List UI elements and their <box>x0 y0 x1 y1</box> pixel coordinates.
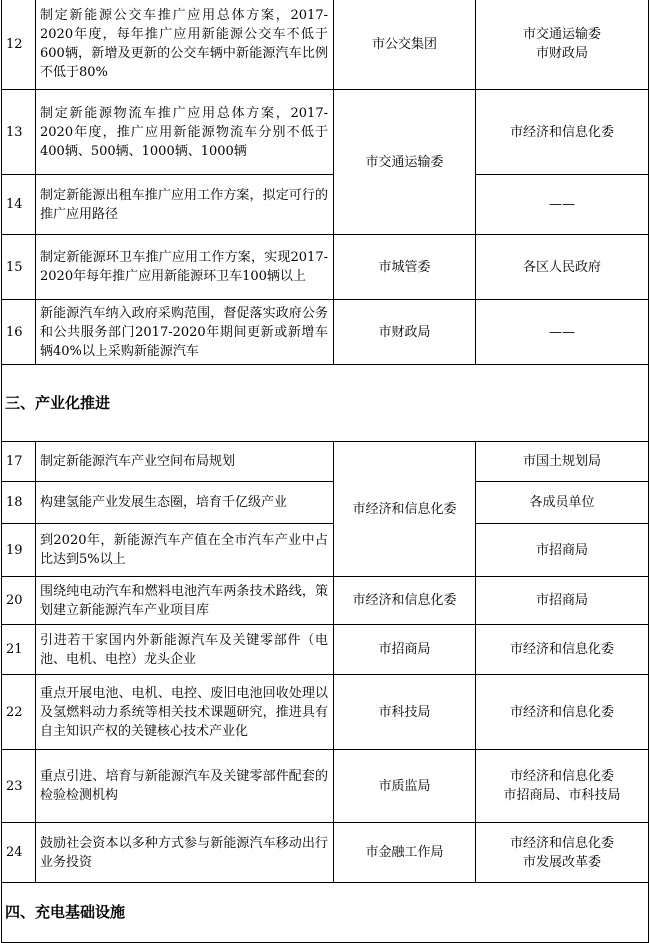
row-number: 21 <box>2 625 36 675</box>
task-text: 到2020年，新能源汽车产值在全市汽车产业中占比达到5%以上 <box>36 524 334 577</box>
row-number: 16 <box>2 300 36 365</box>
lead-unit: 市质监局 <box>334 750 476 823</box>
task-text: 构建氢能产业发展生态圈，培育千亿级产业 <box>36 482 334 524</box>
row-number: 14 <box>2 175 36 235</box>
section-heading: 三、产业化推进 <box>2 365 649 442</box>
lead-unit: 市科技局 <box>334 675 476 750</box>
section-row <box>2 883 649 943</box>
table-row <box>2 675 649 750</box>
table-row <box>2 823 649 883</box>
table-row <box>2 235 649 300</box>
assist-unit: 市发展改革委 <box>522 854 601 870</box>
task-text: 新能源汽车纳入政府采购范围，督促落实政府公务和公共服务部门2017-2020年期间更新或新增车辆40%以上采购新能源汽车 <box>36 300 334 365</box>
row-number: 17 <box>2 442 36 482</box>
task-text: 制定新能源物流车推广应用总体方案，2017-2020年度，推广应用新能源物流车分别不低于400辆、500辆、1000辆、1000辆 <box>36 90 334 175</box>
row-number: 18 <box>2 482 36 524</box>
table-row <box>2 524 649 577</box>
assist-unit: 市经济和信息化委 <box>509 835 614 851</box>
lead-unit: 市交通运输委 <box>334 90 476 235</box>
assist-units <box>476 0 649 90</box>
lead-unit: 市经济和信息化委 <box>334 577 476 625</box>
assist-units <box>476 823 649 883</box>
lead-unit: 市经济和信息化委 <box>334 442 476 577</box>
task-text: 制定新能源环卫车推广应用工作方案，实现2017-2020年每年推广应用新能源环卫车100辆以上 <box>36 235 334 300</box>
table-row <box>2 577 649 625</box>
lead-unit: 市财政局 <box>334 300 476 365</box>
task-text: 鼓励社会资本以多种方式参与新能源汽车移动出行业务投资 <box>36 823 334 883</box>
assist-unit: 市招商局 <box>476 577 649 625</box>
lead-unit: 市招商局 <box>334 625 476 675</box>
section-heading: 四、充电基础设施 <box>2 883 649 943</box>
row-number: 19 <box>2 524 36 577</box>
task-text: 重点开展电池、电机、电控、废旧电池回收处理以及氢燃料动力系统等相关技术课题研究，推进具有自主知识产权的关键核心技术产业化 <box>36 675 334 750</box>
table-row <box>2 750 649 823</box>
task-text: 引进若干家国内外新能源汽车及关键零部件（电池、电机、电控）龙头企业 <box>36 625 334 675</box>
row-number: 23 <box>2 750 36 823</box>
assist-unit: 市国土规划局 <box>476 442 649 482</box>
assist-unit: 市经济和信息化委 <box>509 769 614 784</box>
assist-unit: —— <box>476 300 649 365</box>
row-number: 24 <box>2 823 36 883</box>
row-number: 15 <box>2 235 36 300</box>
section-row <box>2 365 649 442</box>
assist-unit: —— <box>476 175 649 235</box>
assist-unit: 市财政局 <box>535 46 588 61</box>
assist-unit: 市交通运输委 <box>522 27 601 42</box>
task-text: 制定新能源公交车推广应用总体方案，2017-2020年度，每年推广应用新能源公交车不低于600辆，新增及更新的公交车辆中新能源汽车比例不低于80% <box>36 0 334 90</box>
lead-unit: 市金融工作局 <box>334 823 476 883</box>
table-row <box>2 482 649 524</box>
task-text: 围绕纯电动汽车和燃料电池汽车两条技术路线，策划建立新能源汽车产业项目库 <box>36 577 334 625</box>
row-number: 22 <box>2 675 36 750</box>
table-row <box>2 175 649 235</box>
task-text: 制定新能源出租车推广应用工作方案，拟定可行的推广应用路径 <box>36 175 334 235</box>
task-table <box>1 0 649 943</box>
task-text: 重点引进、培育与新能源汽车及关键零部件配套的检验检测机构 <box>36 750 334 823</box>
table-row <box>2 625 649 675</box>
assist-unit: 市经济和信息化委 <box>476 625 649 675</box>
lead-unit: 市公交集团 <box>334 0 476 90</box>
row-number: 20 <box>2 577 36 625</box>
assist-units <box>476 750 649 823</box>
table-row <box>2 0 649 90</box>
assist-unit: 市招商局、市科技局 <box>503 788 621 803</box>
table-row <box>2 300 649 365</box>
assist-unit: 市招商局 <box>476 524 649 577</box>
table-row <box>2 90 649 175</box>
row-number: 13 <box>2 90 36 175</box>
table-row <box>2 442 649 482</box>
lead-unit: 市城管委 <box>334 235 476 300</box>
assist-unit: 市经济和信息化委 <box>476 675 649 750</box>
assist-unit: 市经济和信息化委 <box>476 90 649 175</box>
row-number: 12 <box>2 0 36 90</box>
task-text: 制定新能源汽车产业空间布局规划 <box>36 442 334 482</box>
assist-unit: 各区人民政府 <box>476 235 649 300</box>
assist-unit: 各成员单位 <box>476 482 649 524</box>
